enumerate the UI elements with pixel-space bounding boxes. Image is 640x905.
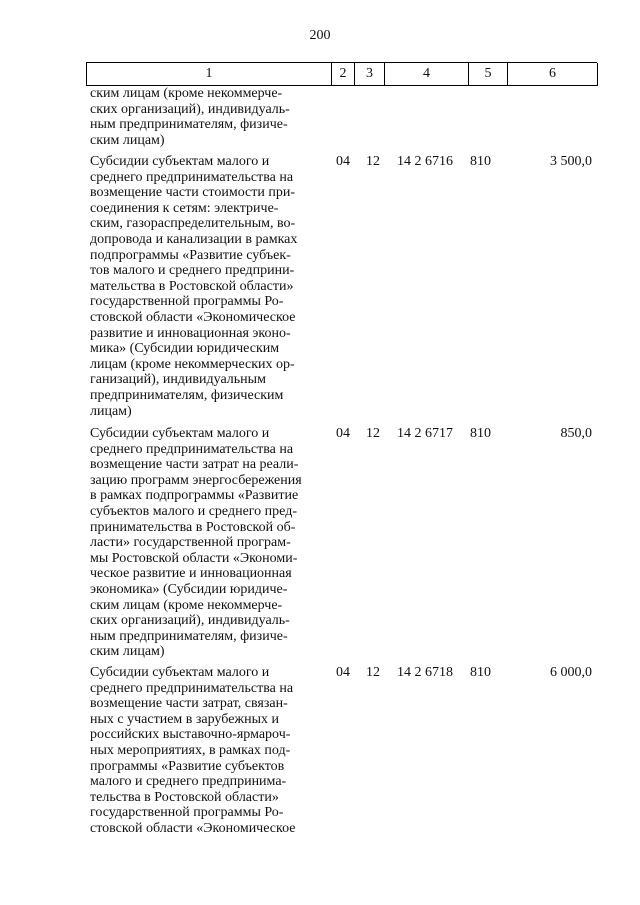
desc-line: программы «Развитие субъектов bbox=[90, 758, 285, 774]
column-header-sum: 6 bbox=[508, 63, 598, 86]
desc-line: Субсидии субъектам малого и bbox=[90, 154, 270, 169]
desc-line: ласти» государственной програм- bbox=[90, 535, 291, 551]
desc-line: развитие и инновационная эконо- bbox=[90, 325, 291, 341]
desc-line: Субсидии субъектам малого и bbox=[90, 665, 270, 680]
desc-line: ских организаций), индивидуаль- bbox=[90, 101, 290, 117]
desc-line: тов малого и среднего предприни- bbox=[90, 263, 295, 279]
desc-line: ных с участием в зарубежных и bbox=[90, 711, 279, 727]
cell-vr: 810 bbox=[470, 426, 491, 441]
desc-line: в рамках подпрограммы «Развитие bbox=[90, 488, 299, 504]
desc-line: ческое развитие и инновационная bbox=[90, 566, 292, 582]
desc-line: тельства в Ростовской области» bbox=[90, 789, 279, 805]
desc-line: Субсидии субъектам малого и bbox=[90, 426, 270, 441]
cell-pr: 12 bbox=[366, 154, 380, 169]
desc-line: ных мероприятиях, в рамках под- bbox=[90, 742, 291, 758]
desc-line: ским, газораспределительным, во- bbox=[90, 216, 296, 232]
desc-line: ганизаций), индивидуальным bbox=[90, 372, 266, 388]
column-header-pr: 3 bbox=[355, 63, 385, 86]
cell-vr: 810 bbox=[470, 665, 491, 680]
desc-line: лицам) bbox=[90, 403, 132, 419]
row-description bbox=[90, 426, 322, 660]
desc-line: ских организаций), индивидуаль- bbox=[90, 613, 290, 629]
desc-line: мы Ростовской области «Экономи- bbox=[90, 550, 298, 566]
cell-rz: 04 bbox=[336, 426, 350, 441]
row-description bbox=[90, 86, 322, 148]
desc-line: ским лицам (кроме некоммерче- bbox=[90, 597, 283, 613]
cell-csr: 14 2 6716 bbox=[397, 154, 453, 169]
desc-line: предпринимателям, физическим bbox=[90, 387, 284, 403]
desc-line: стовской области «Экономическое bbox=[90, 820, 296, 836]
cell-sum: 850,0 bbox=[560, 426, 592, 441]
desc-line: принимательства в Ростовской об- bbox=[90, 519, 296, 535]
cell-sum: 3 500,0 bbox=[550, 154, 592, 169]
desc-line: ским лицам) bbox=[90, 132, 165, 148]
desc-line: стовской области «Экономическое bbox=[90, 309, 296, 325]
cell-csr: 14 2 6718 bbox=[397, 665, 453, 680]
desc-line: мательства в Ростовской области» bbox=[90, 278, 294, 294]
cell-vr: 810 bbox=[470, 154, 491, 169]
desc-line: зацию программ энергосбережения bbox=[90, 472, 302, 488]
desc-line: ским лицам (кроме некоммерче- bbox=[90, 86, 283, 101]
desc-line: возмещение части затрат, связан- bbox=[90, 696, 288, 712]
desc-line: возмещение части затрат на реали- bbox=[90, 457, 299, 473]
cell-pr: 12 bbox=[366, 426, 380, 441]
table-header bbox=[86, 62, 597, 86]
column-header-rz: 2 bbox=[332, 63, 355, 86]
desc-line: соединения к сетям: электриче- bbox=[90, 200, 279, 216]
desc-line: ным предпринимателям, физиче- bbox=[90, 117, 288, 133]
cell-csr: 14 2 6717 bbox=[397, 426, 453, 441]
desc-line: мика» (Субсидии юридическим bbox=[90, 341, 280, 357]
column-header-name: 1 bbox=[87, 63, 332, 86]
cell-sum: 6 000,0 bbox=[550, 665, 592, 680]
desc-line: российских выставочно-ярмароч- bbox=[90, 727, 291, 743]
desc-line: среднего предпринимательства на bbox=[90, 680, 294, 696]
row-description bbox=[90, 154, 322, 419]
row-description bbox=[90, 665, 322, 837]
desc-line: ным предпринимателям, физиче- bbox=[90, 628, 288, 644]
column-header-csr: 4 bbox=[385, 63, 469, 86]
cell-pr: 12 bbox=[366, 665, 380, 680]
cell-rz: 04 bbox=[336, 665, 350, 680]
desc-line: ским лицам) bbox=[90, 644, 165, 660]
desc-line: среднего предпринимательства на bbox=[90, 169, 294, 185]
desc-line: возмещение части стоимости при- bbox=[90, 185, 296, 201]
desc-line: государственной программы Ро- bbox=[90, 294, 284, 310]
page-number: 200 bbox=[309, 28, 331, 43]
desc-line: допровода и канализации в рамках bbox=[90, 231, 298, 247]
desc-line: лицам (кроме некоммерческих ор- bbox=[90, 356, 295, 372]
cell-rz: 04 bbox=[336, 154, 350, 169]
column-header-vr: 5 bbox=[469, 63, 508, 86]
desc-line: подпрограммы «Развитие субъек- bbox=[90, 247, 291, 263]
desc-line: малого и среднего предпринима- bbox=[90, 774, 287, 790]
desc-line: экономика» (Субсидии юридиче- bbox=[90, 581, 288, 597]
desc-line: государственной программы Ро- bbox=[90, 805, 284, 821]
desc-line: среднего предпринимательства на bbox=[90, 441, 294, 457]
desc-line: субъектов малого и среднего пред- bbox=[90, 503, 297, 519]
